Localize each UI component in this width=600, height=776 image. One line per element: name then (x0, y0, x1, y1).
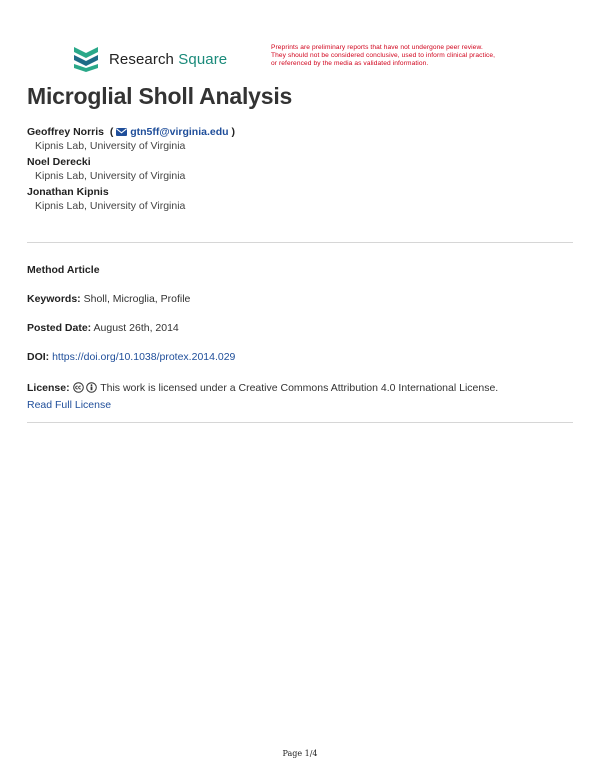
author (27, 156, 235, 183)
author-name: Geoffrey Norris (27, 126, 105, 138)
preprint-disclaimer (271, 44, 571, 67)
author-name: Noel Derecki (27, 156, 91, 168)
author-list (27, 126, 235, 216)
keywords-value: Sholl, Microglia, Profile (83, 293, 191, 305)
logo-text: Research Square (109, 50, 228, 68)
author-affiliation: Kipnis Lab, University of Virginia (35, 140, 186, 152)
divider (27, 242, 573, 243)
research-square-logo-icon (72, 46, 102, 72)
attribution-icon (86, 382, 97, 393)
creative-commons-icon (73, 382, 84, 393)
disclaimer-line: or referenced by the media as validated information. (271, 59, 429, 67)
posted-date-label: Posted Date: (27, 322, 92, 334)
author: Geoffrey Norris ( gtn5ff@virginia.edu ) Kipnis Lab, University of Virginia (27, 126, 235, 152)
posted-date-value: August 26th, 2014 (93, 322, 179, 334)
disclaimer-line: Preprints are preliminary reports that have not undergone peer review. (271, 44, 483, 51)
posted-date (27, 322, 587, 334)
article-type: Method Article (27, 264, 100, 276)
keywords-label: Keywords: (27, 293, 81, 305)
author-email-link[interactable]: gtn5ff@virginia.edu (116, 126, 228, 138)
author-affiliation: Kipnis Lab, University of Virginia (35, 170, 186, 182)
envelope-icon (116, 128, 127, 136)
license-label: License: (27, 382, 70, 394)
divider (27, 422, 573, 423)
article-title: Microglial Sholl Analysis (27, 83, 293, 109)
author-name: Jonathan Kipnis (27, 186, 109, 198)
keywords (27, 293, 587, 305)
research-square-logo[interactable] (72, 46, 227, 72)
page-number: Page 1/4 (282, 749, 318, 758)
header (72, 44, 600, 80)
doi-label: DOI: (27, 351, 50, 363)
doi (27, 351, 587, 363)
author-affiliation: Kipnis Lab, University of Virginia (35, 200, 186, 212)
read-full-license-link[interactable]: Read Full License (27, 399, 112, 411)
disclaimer-line: They should not be considered conclusive, used to inform clinical practice, (271, 51, 496, 59)
doi-link[interactable]: https://doi.org/10.1038/protex.2014.029 (52, 351, 236, 363)
license (27, 380, 587, 414)
license-text: This work is licensed under a Creative Commons Attribution 4.0 International License. (100, 382, 499, 394)
author (27, 186, 235, 213)
